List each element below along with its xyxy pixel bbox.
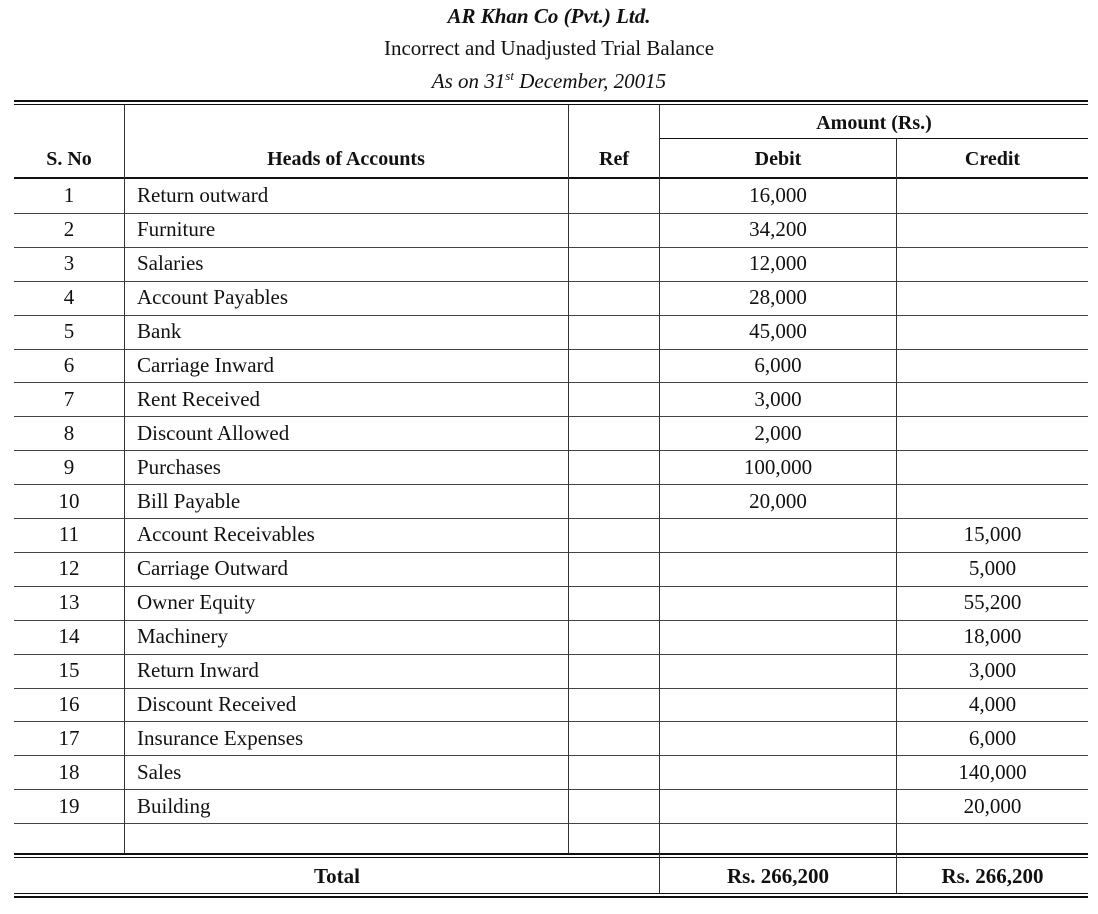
total-rule-top [14,853,1088,855]
top-rule-inner [14,104,1088,105]
row-credit: 6,000 [968,725,1017,750]
row-sno: 3 [63,251,75,276]
row-credit: 18,000 [963,624,1022,649]
row-debit: 28,000 [749,285,807,310]
row-head-of-account: Sales [137,759,182,784]
row-sno: 8 [63,420,75,445]
col-divider-ref [659,105,660,893]
col-divider-sno [124,105,125,853]
row-debit [660,586,896,620]
row-sno: 17 [58,725,80,750]
row-head-of-account: Carriage Outward [137,556,289,581]
row-sno: 12 [58,556,80,581]
row-head-of-account: Bill Payable [137,488,241,513]
row-debit [660,721,896,755]
row-head-of-account: Bank [137,319,182,344]
row-head-of-account: Return outward [137,183,269,208]
row-debit [660,552,896,586]
row-head-of-account: Insurance Expenses [137,725,304,750]
row-head-of-account: Salaries [137,251,204,276]
row-credit: 20,000 [963,793,1022,818]
row-head-of-account: Rent Received [137,386,261,411]
row-sno: 6 [63,352,75,377]
row-head-of-account: Discount Received [137,691,297,716]
row-debit [660,518,896,552]
row-debit: 6,000 [754,352,802,377]
col-header-heads: Heads of Accounts [267,148,425,170]
row-debit [660,620,896,654]
row-head-of-account: Account Receivables [137,522,315,547]
col-divider-heads [568,105,569,853]
total-credit: Rs. 266,200 [941,863,1044,888]
row-credit [897,416,1088,450]
row-sno: 4 [63,285,75,310]
row-head-of-account: Owner Equity [137,590,256,615]
row-credit: 4,000 [968,691,1017,716]
row-head-of-account: Discount Allowed [137,420,290,445]
row-debit: 12,000 [749,251,807,276]
amount-subheader-rule [660,138,1088,139]
row-sno: 13 [58,590,80,615]
row-sno: 16 [58,691,80,716]
row-debit [660,755,896,789]
row-head-of-account: Furniture [137,217,216,242]
row-credit: 15,000 [963,522,1022,547]
bottom-rule-outer [14,896,1088,898]
row-sno: 9 [63,454,75,479]
col-header-debit: Debit [754,148,802,170]
total-rule-top-inner [14,857,1088,858]
row-credit [897,450,1088,484]
total-debit: Rs. 266,200 [726,863,830,888]
row-debit [660,654,896,688]
row-credit [897,281,1088,315]
row-credit: 3,000 [968,658,1017,683]
row-credit: 140,000 [958,759,1027,784]
col-divider-debit [896,139,897,893]
date-rest: December, 20015 [513,69,667,93]
total-label: Total [314,863,360,888]
date-prefix: As on 31 [431,69,506,93]
col-header-credit: Credit [964,148,1021,170]
bottom-rule-inner [14,893,1088,894]
row-debit [660,688,896,722]
row-sno: 18 [58,759,80,784]
row-sno: 7 [63,386,75,411]
col-header-amount: Amount (Rs.) [816,112,932,134]
row-debit: 100,000 [743,454,813,479]
top-rule-outer [14,100,1088,102]
row-sno: 15 [58,658,80,683]
report-title: Incorrect and Unadjusted Trial Balance [383,36,715,60]
col-header-sno: S. No [46,148,92,170]
row-credit: 55,200 [963,590,1022,615]
company-name: AR Khan Co (Pvt.) Ltd. [447,4,651,28]
report-date [0,69,1098,94]
row-head-of-account: Machinery [137,624,228,649]
row-sno: 19 [58,793,80,818]
row-debit [660,789,896,823]
row-credit: 5,000 [968,556,1017,581]
row-sno: 5 [63,319,75,344]
col-header-ref: Ref [599,148,629,170]
row-sno: 10 [58,488,80,513]
row-debit: 20,000 [749,488,807,513]
row-credit [897,247,1088,281]
row-debit: 34,200 [749,217,807,242]
trial-balance-table [14,100,1088,900]
row-credit [897,213,1088,247]
row-head-of-account: Purchases [137,454,221,479]
row-sno: 1 [63,183,75,208]
row-credit [897,382,1088,416]
row-debit: 2,000 [754,420,802,445]
date-suffix-ordinal: st [505,68,514,83]
row-head-of-account: Carriage Inward [137,352,275,377]
row-debit: 16,000 [749,183,807,208]
row-debit: 45,000 [749,319,807,344]
row-debit: 3,000 [754,386,802,411]
row-credit [897,484,1088,518]
row-sno: 14 [58,624,80,649]
row-head-of-account: Account Payables [137,285,289,310]
row-credit [897,179,1088,213]
row-credit [897,349,1088,383]
row-credit [897,315,1088,349]
row-head-of-account: Building [137,793,211,818]
row-sno: 2 [63,217,75,242]
row-sno: 11 [58,522,80,547]
row-divider [14,823,1088,824]
row-head-of-account: Return Inward [137,658,259,683]
